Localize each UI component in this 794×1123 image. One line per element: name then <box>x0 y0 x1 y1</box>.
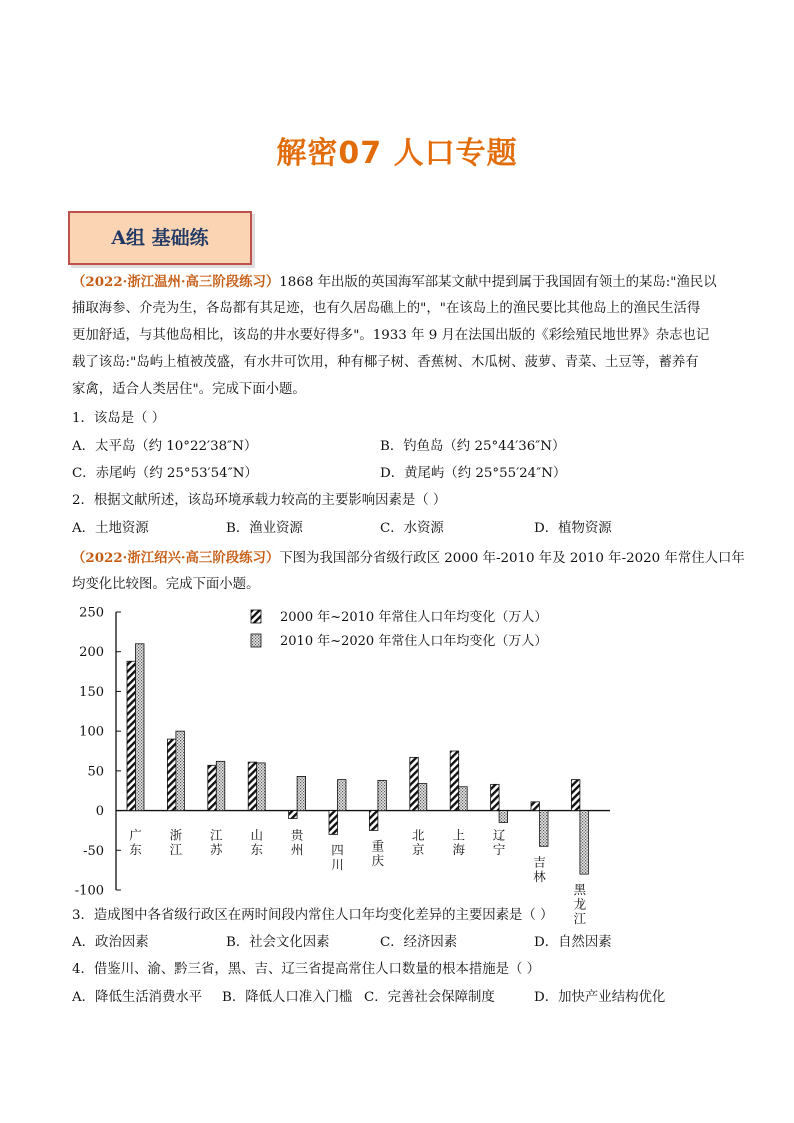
bar-2010-2020 <box>297 776 306 810</box>
bar-2000-2010 <box>329 811 338 835</box>
passage2-source: （2022·浙江绍兴·高三阶段练习） <box>72 550 280 566</box>
bar-2000-2010 <box>410 757 419 810</box>
page-title: 解密07 人口专题 <box>276 136 518 171</box>
category-label: 重庆 <box>371 838 385 868</box>
category-label: 黑龙江 <box>573 882 587 927</box>
bar-2010-2020 <box>136 644 145 811</box>
passage1-line-1 <box>72 272 732 293</box>
y-tick-label: -100 <box>74 883 104 899</box>
q2-option-a[interactable]: A．土地资源 <box>72 521 149 536</box>
passage2-line-2: 均变化比较图。完成下面小题。 <box>72 577 260 592</box>
y-tick-label: 200 <box>79 645 104 661</box>
category-label: 辽宁 <box>492 827 506 858</box>
q2-option-c[interactable]: C．水资源 <box>380 521 444 536</box>
passage2-line-1 <box>72 548 745 569</box>
bar-2000-2010 <box>491 784 500 810</box>
q1-stem: 1．该岛是（ ） <box>72 411 166 426</box>
legend-label: 2000 年~2010 年常住人口年均变化（万人） <box>280 610 548 625</box>
legend-swatch <box>251 634 261 647</box>
bar-2010-2020 <box>459 787 468 811</box>
q3-stem: 3．造成图中各省级行政区在两时间段内常住人口年均变化差异的主要因素是（ ） <box>72 908 554 923</box>
bar-2000-2010 <box>289 811 298 819</box>
q3-option-d[interactable]: D．自然因素 <box>534 935 612 950</box>
bar-2000-2010 <box>450 751 459 811</box>
bar-2010-2020 <box>499 811 508 823</box>
y-tick-label: 100 <box>79 724 104 740</box>
q4-stem: 4．借鉴川、渝、黔三省，黑、吉、辽三省提高常住人口数量的根本措施是（ ） <box>72 962 541 977</box>
bar-2000-2010 <box>127 661 136 810</box>
bar-2000-2010 <box>571 780 580 811</box>
bar-2000-2010 <box>208 765 217 810</box>
q4-option-a[interactable]: A．降低生活消费水平 <box>72 990 203 1005</box>
q3-option-c[interactable]: C．经济因素 <box>380 935 458 950</box>
bar-2010-2020 <box>418 784 427 811</box>
bar-2010-2020 <box>216 761 225 810</box>
y-tick-label: 50 <box>87 764 104 780</box>
category-label: 上海 <box>452 827 465 858</box>
bar-2000-2010 <box>531 802 540 811</box>
passage1-line-5: 家禽，适合人类居住"。完成下面小题。 <box>72 382 306 397</box>
q1-option-b[interactable]: B．钓鱼岛（约 25°44′36″N） <box>380 439 566 454</box>
q3-option-a[interactable]: A．政治因素 <box>72 935 149 950</box>
q4-option-d[interactable]: D．加快产业结构优化 <box>534 990 666 1005</box>
y-tick-label: -50 <box>83 843 104 859</box>
bar-2010-2020 <box>540 811 549 847</box>
y-tick-label: 0 <box>95 804 104 820</box>
passage1-line-3: 更加舒适，与其他岛相比，该岛的井水要好得多"。1933 年 9 月在法国出版的《彩绘殖民地世界》杂志也记 <box>72 328 710 343</box>
q2-option-b[interactable]: B．渔业资源 <box>226 521 303 536</box>
passage1-line-4: 载了该岛:"岛屿上植被茂盛，有水井可饮用，种有椰子树、香蕉树、木瓜树、菠萝、青菜、土豆等，蓄养有 <box>72 355 699 370</box>
q1-option-c[interactable]: C．赤尾屿（约 25°53′54″N） <box>72 466 258 481</box>
category-label: 浙江 <box>169 827 183 858</box>
passage1-text-1: 1868 年出版的英国海军部某文献中提到属于我国固有领土的某岛:"渔民以 <box>279 275 717 290</box>
bar-2000-2010 <box>248 762 257 810</box>
category-label: 北京 <box>412 827 425 858</box>
bar-2010-2020 <box>338 780 347 811</box>
bar-2000-2010 <box>167 739 176 810</box>
q1-option-d[interactable]: D．黄尾屿（约 25°55′24″N） <box>380 466 567 481</box>
category-label: 江苏 <box>210 827 223 858</box>
q1-option-a[interactable]: A．太平岛（约 10°22′38″N） <box>72 439 258 454</box>
category-label: 贵州 <box>290 827 304 858</box>
q2-stem: 2．根据文献所述，该岛环境承载力较高的主要影响因素是（ ） <box>72 493 447 508</box>
bar-2010-2020 <box>257 763 266 811</box>
category-label: 山东 <box>250 827 263 858</box>
group-label: A组 基础练 <box>111 227 209 249</box>
passage1-source: （2022·浙江温州·高三阶段练习） <box>72 274 280 290</box>
bar-2000-2010 <box>369 811 378 831</box>
passage1-line-2: 捕取海参、介壳为生，各岛都有其足迹，也有久居岛礁上的"，"在该岛上的渔民要比其他岛上的渔民生活得 <box>72 301 701 316</box>
category-label: 广东 <box>129 827 142 858</box>
q4-option-b[interactable]: B．降低人口准入门槛 <box>222 990 353 1005</box>
legend-label: 2010 年~2020 年常住人口年均变化（万人） <box>280 634 548 649</box>
q3-option-b[interactable]: B．社会文化因素 <box>226 935 330 950</box>
legend-swatch <box>251 610 261 623</box>
bar-2010-2020 <box>580 811 589 875</box>
y-tick-label: 250 <box>79 605 104 621</box>
group-label-box <box>68 211 252 265</box>
category-label: 吉林 <box>533 854 546 884</box>
q2-option-d[interactable]: D．植物资源 <box>534 521 612 536</box>
bar-2010-2020 <box>378 780 387 810</box>
y-tick-label: 150 <box>79 684 104 700</box>
passage2-text-1: 下图为我国部分省级行政区 2000 年-2010 年及 2010 年-2020 年常住人口年 <box>279 551 745 566</box>
category-label: 四川 <box>331 842 344 872</box>
bar-2010-2020 <box>176 731 185 810</box>
q4-option-c[interactable]: C．完善社会保障制度 <box>364 990 495 1005</box>
